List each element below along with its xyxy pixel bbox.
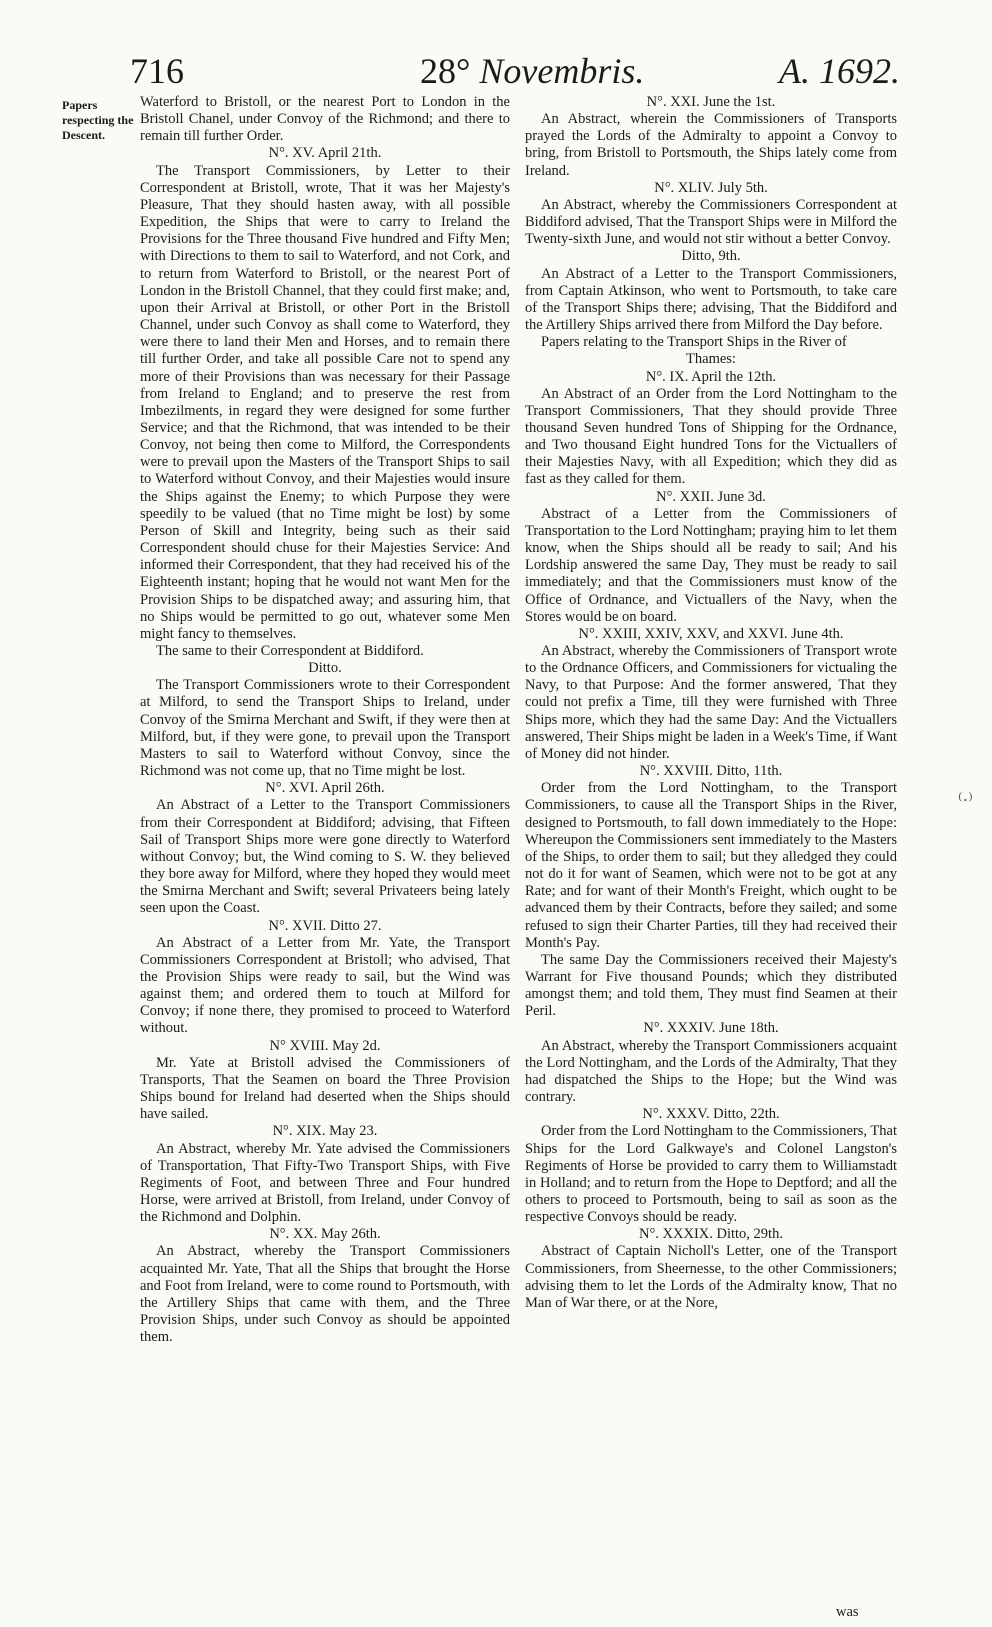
left-heading: N°. XX. May 26th. [269, 1226, 381, 1243]
right-paragraph: An Abstract, whereby the Commissioners of Transport wrote to the Ordnance Officers, and Commissioners for victualing the Navy, to that Purpose: And the former answered, That they could not prefix a Time, till they were furnished with Three Ships more, which they had the same Day: And the Victuallers answered, Their Ships might be laden in a Week's Time, if Want of Money did not hinder. [525, 643, 897, 762]
right-column [525, 94, 897, 1312]
right-paragraph: An Abstract, whereby the Commissioners Correspondent at Biddiford advised, That the Transport Ships were in Milford the Twenty-sixth June, and would not stir without a better Convoy. [525, 196, 897, 248]
left-paragraph: The same to their Correspondent at Biddiford. [156, 643, 424, 659]
left-paragraph: An Abstract, whereby Mr. Yate advised the Commissioners of Transportation, That Fifty-Two Transport Ships, with Five Regiments of Foot, and between Three and Four hundred Horse, were arrived at Bristoll, from Ireland, under Convoy of the Richmond and Dolphin. [140, 1140, 510, 1226]
right-heading: N°. XXI. June the 1st. [646, 94, 776, 110]
right-paragraph: Order from the Lord Nottingham, to the Transport Commissioners, to cause all the Transport Ships in the River, designed to Portsmouth, to fall down immediately to the Hope: Whereupon the Commissioners sent immediately to the Masters of the Ships, to order them to sail; but they alledged they could not do it for want of Seamen, which were not to be got at any Rate; and for want of their Month's Freight, which ought to be advanced them by their Contracts, before they sailed; and some refused to sign their Charter Parties, till they had received their Month's Pay. [525, 780, 897, 951]
right-heading: N°. XXXIV. June 18th. [643, 1020, 779, 1037]
left-paragraph: An Abstract of a Letter from Mr. Yate, the Transport Commissioners Correspondent at Bristoll; who advised, That the Provision Ships were ready to sail, but the Wind was against them; and ordered them to touch at Milford for Convoy; if none there, they promised to proceed to Waterford without. [140, 934, 510, 1037]
right-paragraph: Papers relating to the Transport Ships in the River of [541, 334, 847, 351]
right-paragraph: The same Day the Commissioners received their Majesty's Warrant for Five thousand Pounds; which they distributed amongst them; and told them, They must find Seamen at their Peril. [525, 951, 897, 1020]
right-heading: N°. XXXV. Ditto, 22th. [642, 1106, 780, 1123]
right-heading: N°. XXIII, XXIV, XXV, and XXVI. June 4th. [578, 625, 844, 642]
left-heading: N°. XVI. April 26th. [265, 780, 385, 797]
left-paragraph: Mr. Yate at Bristoll advised the Commissioners of Transports, That the Seamen on board the Three Provision Ships bound for Ireland had deserted when the Ships should have sailed. [140, 1054, 510, 1123]
right-paragraph: Abstract of a Letter from the Commissioners of Transportation to the Lord Nottingham; praying him to let them know, when the Ships should all be ready to sail; And his Lordship answered the same Day, They must be ready to sail immediately; and that the Commissioners must know of the Office of Ordnance, and Victuallers of the Navy, when the Stores would be on board. [525, 505, 897, 625]
left-column [140, 94, 510, 1346]
right-heading: Ditto, 9th. [681, 248, 741, 265]
right-heading: N°. IX. April the 12th. [645, 368, 777, 385]
running-header [130, 46, 900, 96]
left-heading: Ditto. [308, 660, 342, 677]
right-paragraph: Abstract of Captain Nicholl's Letter, one of the Transport Commissioners, from Sheernesse, to the other Commissioners; advising them to let the Lords of the Admiralty know, That no Man of War there, or at the Nore, [525, 1243, 897, 1311]
left-paragraph: An Abstract of a Letter to the Transport Commissioners from their Correspondent at Biddiford; advising, that Fifteen Sail of Transport Ships more were gone directly to Waterford without Convoy; but, the Wind coming to S. W. they believed they bore away for Milford, where they hoped they would meet the Smirna Merchant and Swift; several Privateers being lately seen upon the Coast. [140, 797, 510, 917]
margin-note: Papers respecting the Descent. [62, 98, 134, 142]
header-year: A. 1692. [779, 51, 900, 91]
left-heading: N°. XVII. Ditto 27. [268, 917, 382, 934]
header-date [420, 46, 644, 96]
left-paragraph: An Abstract, whereby the Transport Commissioners acquainted Mr. Yate, That all the Ships that brought the Horse and Foot from Ireland, were to come round to Portsmouth, with the Artillery Ships that came with them, and the Three Provision Ships, under such Convoy as should be appointed them. [140, 1243, 510, 1346]
left-heading: N°. XIX. May 23. [272, 1123, 378, 1140]
left-heading: N° XVIII. May 2d. [269, 1037, 381, 1054]
left-paragraph: Waterford to Bristoll, or the nearest Port to London in the Bristoll Chanel, under Convoy of the Richmond; and there to remain till further Order. [140, 94, 510, 145]
right-paragraph: An Abstract, wherein the Commissioners of Transports prayed the Lords of the Admiralty to appoint a Convoy to bring, from Bristoll to Portsmouth, the Ships lately come from Ireland. [525, 111, 897, 179]
right-paragraph: Order from the Lord Nottingham to the Commissioners, That Ships for the Lord Galkwaye's and Colonel Langston's Regiments of Horse be provided to carry them to Williamstadt in Holland; and to return from the Hope to Deptford; and all the others to proceed to Portsmouth, being to sail as soon as the respective Convoys should be ready. [525, 1123, 897, 1226]
right-paragraph: An Abstract of a Letter to the Transport Commissioners, from Captain Atkinson, who went to Portsmouth, to take care of the Transport Ships there; advising, That the Biddiford and the Artillery Ships arrived there from Milford the Day before. [525, 265, 897, 334]
right-heading: Thames: [686, 351, 736, 368]
right-heading: N°. XXII. June 3d. [656, 488, 766, 505]
right-heading: N°. XLIV. July 5th. [654, 179, 768, 196]
page-edge-mark: ⁽·⁾ [958, 790, 973, 810]
right-paragraph: An Abstract, whereby the Transport Commissioners acquaint the Lord Nottingham, and the Lords of the Admiralty, That they had dispatched the Ships to the Hope; but the Wind was contrary. [525, 1037, 897, 1106]
right-heading: N°. XXVIII. Ditto, 11th. [639, 763, 783, 780]
catchword: was [836, 1604, 859, 1620]
right-paragraph: An Abstract of an Order from the Lord Nottingham to the Transport Commissioners, That they should provide Three thousand Seven hundred Tons of Shipping for the Ordnance, and Two thousand Eight hundred Tons for the Victuallers of their Majesties Navy, with all Expedition; which they did as fast as they called for them. [525, 385, 897, 488]
header-date-day: 28° [420, 51, 471, 91]
header-date-word: Novembris. [479, 51, 645, 91]
page-number: 716 [130, 51, 184, 91]
left-paragraph: The Transport Commissioners, by Letter to their Correspondent at Bristoll, wrote, That it was her Majesty's Pleasure, That they should hasten away, with all possible Expedition, the Ships that were to carry to Ireland the Provisions for the Three thousand Five hundred and Fifty Men; with Directions to them to sail to Waterford, and not Cork, and to return from Waterford to Bristoll, or the nearest Port of London in the Bristoll Channel, that they could first make; and, upon their Arrival at Bristoll, or other Port in the Bristoll Channel, under such Convoy as shall come to Waterford, they were there to land their Men and Horses, and to remain there till further Order, and take all possible Care not to spend any more of their Provisions than was necessary for their Passage from Ireland to England; and to preserve the rest from Imbezilments, in regard they were designed for some further Service; and that the Richmond, that was intended to be their Convoy, not being then come to Milford, the Correspondents were to prevail upon the Masters of the Transport Ships to sail to Waterford without Convoy, and their Majesties would insure the Ships against the Enemy; to which Purpose they were speedily to be valued (that no Time might be lost) by some Person of Skill and Integrity, being such as their said Correspondent should chuse for their Majesties Service: And informed their Correspondent, that they had received his of the Eighteenth instant; hoping that he would not want Men for the Provision Ships to be dispatched away; and assuring him, that no Ships would be permitted to go out, whatever some Men might fancy to themselves. [140, 162, 510, 642]
left-heading: N°. XV. April 21th. [268, 145, 382, 162]
right-heading: N°. XXXIX. Ditto, 29th. [639, 1226, 783, 1243]
left-paragraph: The Transport Commissioners wrote to their Correspondent at Milford, to send the Transport Ships to Ireland, under Convoy of the Smirna Merchant and Swift, if they were then at Milford, but, if they were gone, to prevail upon the Transport Masters to sail to Waterford without Convoy, since the Richmond was not come up, that no Time might be lost. [140, 677, 510, 780]
